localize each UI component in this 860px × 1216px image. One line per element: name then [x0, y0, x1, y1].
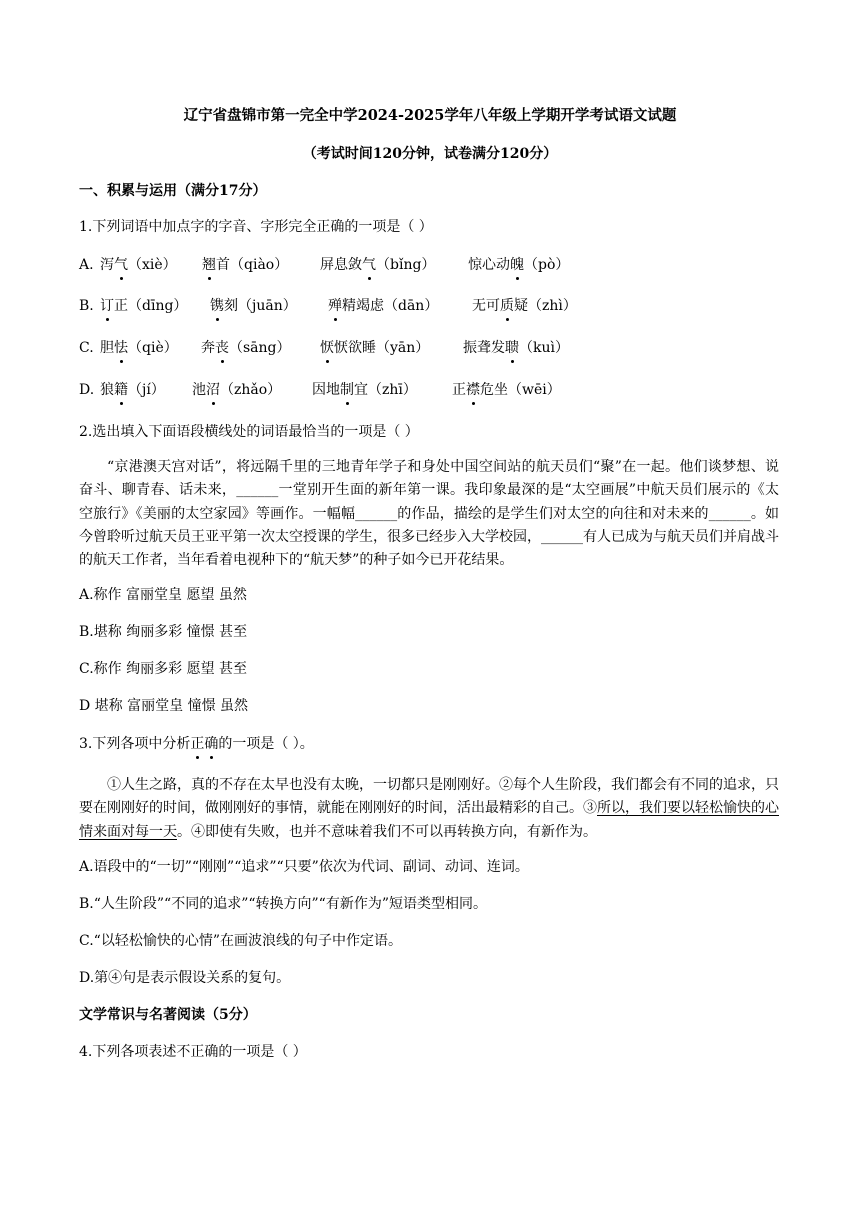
blank: ______ — [236, 482, 279, 499]
word-item: 镌刻（juān） — [210, 298, 297, 314]
word-item: 狼籍（jí） — [100, 382, 165, 398]
q1-option-d — [79, 380, 561, 400]
q3-option-b: B.“人生阶段”“不同的追求”“转换方向”“有新作为”短语类型相同。 — [79, 896, 487, 912]
question-3-stem: 3.下列各项中分析正确的一项是（ ）。 — [79, 736, 314, 752]
q2-option-a: A.称作 富丽堂皇 愿望 虽然 — [79, 587, 247, 603]
dotted-char: 订 — [100, 298, 114, 314]
word-item: 胆怯（qiè） — [100, 340, 178, 356]
dotted-char: 沼 — [206, 382, 220, 398]
dotted-char: 襟 — [466, 382, 480, 398]
dotted-char: 丧 — [215, 340, 229, 356]
dotted-char: 籍 — [114, 382, 128, 398]
dotted-char: 恹 — [320, 340, 334, 356]
word-item: 屏息敛气（bǐng） — [320, 257, 436, 273]
word-item: 振聋发聩（kuì） — [463, 340, 569, 356]
section-heading-2: 文学常识与名著阅读（5分） — [79, 1007, 257, 1023]
word-item: 池沼（zhǎo） — [192, 382, 282, 398]
q1-option-c — [79, 338, 569, 358]
section-heading-1: 一、积累与运用（满分17分） — [79, 183, 267, 199]
dotted-char: 殚 — [328, 298, 342, 314]
exam-subtitle: （考试时间120分钟，试卷满分120分） — [302, 146, 558, 162]
dotted-char: 正 — [190, 736, 205, 752]
q2-option-c: C.称作 绚丽多彩 愿望 甚至 — [79, 661, 248, 677]
dotted-char: 聩 — [505, 340, 519, 356]
q2-option-d: D 堪称 富丽堂皇 憧憬 虽然 — [79, 698, 249, 714]
q1-option-b — [79, 296, 577, 316]
option-label: A. — [79, 257, 94, 273]
blank: ______ — [708, 505, 751, 522]
word-item: 正襟危坐（wēi） — [452, 382, 561, 398]
dotted-char: 制 — [340, 382, 354, 398]
word-item: 泻气（xiè） — [100, 257, 177, 273]
word-item: 奔丧（sāng） — [201, 340, 291, 356]
q3-option-d: D.第④句是表示假设关系的复句。 — [79, 970, 291, 986]
dotted-char: 魄 — [510, 257, 524, 273]
word-item: 订正（dīng） — [100, 298, 188, 314]
option-label: C. — [79, 340, 94, 356]
dotted-char: 气 — [362, 257, 376, 273]
question-3-passage: ①人生之路，真的不存在太早也没有太晚，一切都只是刚刚好。②每个人生阶段，我们都会有不同的追求，只要在刚刚好的时间，做刚刚好的事情，就能在刚刚好的时间，活出最精彩的自己。③所以，我们要以轻松愉快的心情来面对每一天。④即使有失败，也并不意味着我们不可以再转换方向，有新作为。 — [79, 777, 779, 840]
exam-title: 辽宁省盘锦市第一完全中学2024-2025学年八年级上学期开学考试语文试题 — [183, 107, 677, 124]
blank: ______ — [541, 528, 583, 545]
word-item: 恹恹欲睡（yān） — [320, 340, 430, 356]
dotted-char: 气 — [114, 257, 128, 273]
question-2-passage: “京港澳天宫对话”，将远隔千里的三地青年学子和身处中国空间站的航天员们“聚”在一起。他们谈梦想、说奋斗、聊青春、话未来，______一堂别开生面的新年第一课。我印象最深的是“太空画展”中航天员们展示的《太空旅行》《美丽的太空家园》等画作。一幅幅______的作品，描绘的是学生们对太空的向往和对未来的______。如今曾聆听过航天员王亚平第一次太空授课的学生，很多已经步入大学校园，______有人已成为与航天员们并肩战斗的航天工作者，当年看着电视种下的“航天梦”的种子如今已开花结果。 — [79, 459, 780, 569]
q3-option-a: A.语段中的“一切”“刚刚”“追求”“只要”依次为代词、副词、动词、连词。 — [79, 859, 529, 875]
question-2-stem: 2.选出填入下面语段横线处的词语最恰当的一项是（ ） — [79, 424, 419, 440]
q3-option-c: C.“以轻松愉快的心情”在画波浪线的句子中作定语。 — [79, 933, 402, 949]
option-label: D. — [79, 382, 95, 398]
dotted-char: 怯 — [114, 340, 128, 356]
word-item: 因地制宜（zhī） — [312, 382, 417, 398]
word-item: 惊心动魄（pò） — [468, 257, 570, 273]
dotted-char: 翘 — [202, 257, 216, 273]
dotted-char: 镌 — [210, 298, 224, 314]
question-4-stem: 4.下列各项表述不正确的一项是（ ） — [79, 1044, 307, 1060]
underlined-sentence: 所以，我们要以轻松愉快的心情来面对每一天 — [79, 800, 779, 840]
q1-option-a — [79, 255, 570, 275]
option-label: B. — [79, 298, 94, 314]
blank: ______ — [355, 505, 398, 522]
dotted-char: 确 — [204, 736, 219, 752]
word-item: 翘首（qiào） — [202, 257, 289, 273]
word-item: 殚精竭虑（dān） — [328, 298, 439, 314]
dotted-char: 质 — [500, 298, 514, 314]
question-1-stem: 1.下列词语中加点字的字音、字形完全正确的一项是（ ） — [79, 219, 433, 235]
q2-option-b: B.堪称 绚丽多彩 憧憬 甚至 — [79, 624, 248, 640]
word-item: 无可质疑（zhì） — [472, 298, 577, 314]
